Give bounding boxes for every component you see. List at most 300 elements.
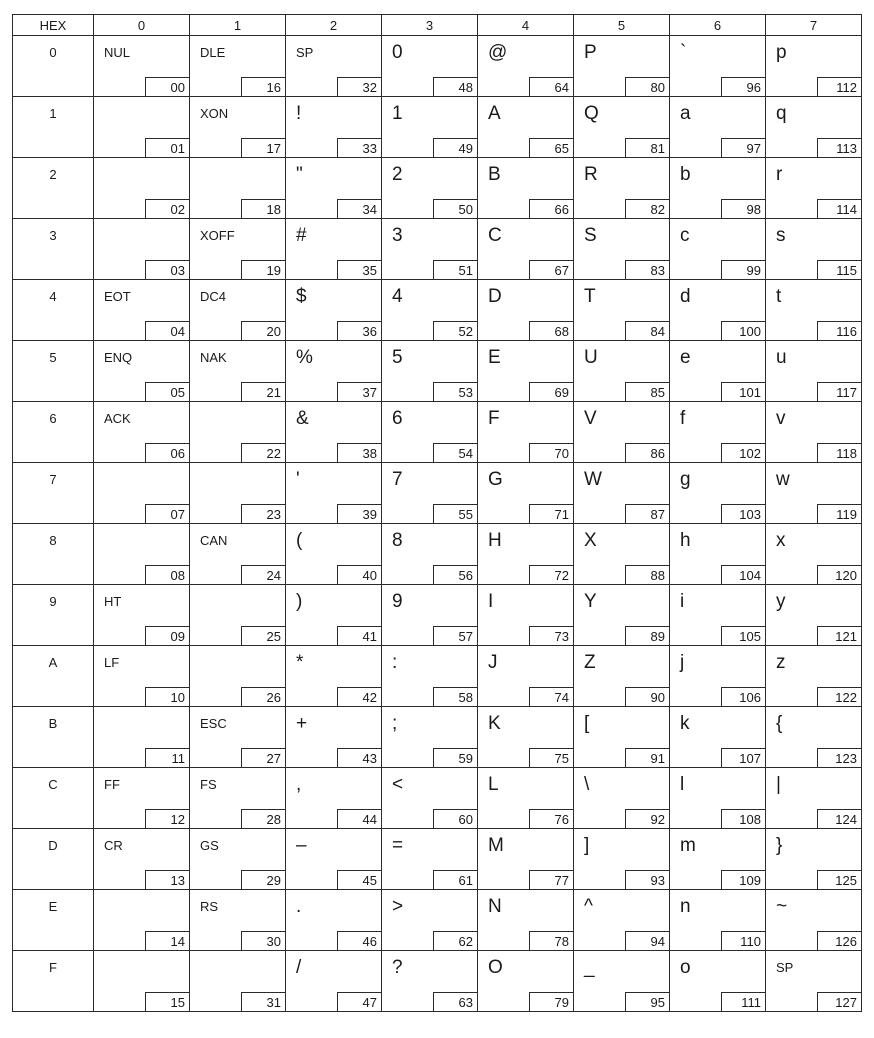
code-cell — [382, 951, 478, 1012]
character-label: f — [680, 408, 686, 429]
character-label: < — [392, 774, 404, 795]
decimal-value: 56 — [433, 565, 477, 584]
character-label: ? — [392, 957, 403, 978]
row-hex-header — [13, 97, 94, 158]
decimal-value: 15 — [145, 992, 189, 1011]
decimal-value: 10 — [145, 687, 189, 706]
row-hex-label: 7 — [49, 472, 57, 487]
code-cell — [574, 768, 670, 829]
character-label: L — [488, 774, 499, 795]
code-cell — [670, 341, 766, 402]
decimal-value: 126 — [817, 931, 861, 950]
code-cell — [94, 707, 190, 768]
character-label: E — [488, 347, 501, 368]
row-hex-header — [13, 890, 94, 951]
code-cell — [382, 463, 478, 524]
code-cell — [670, 646, 766, 707]
decimal-value: 90 — [625, 687, 669, 706]
code-cell — [574, 890, 670, 951]
character-label: 6 — [392, 408, 403, 429]
decimal-value: 113 — [817, 138, 861, 157]
character-label: g — [680, 469, 691, 490]
decimal-value: 59 — [433, 748, 477, 767]
decimal-value: 100 — [721, 321, 765, 340]
decimal-value: 30 — [241, 931, 285, 950]
character-label: j — [680, 652, 685, 673]
character-label: Z — [584, 652, 596, 673]
character-label: B — [488, 164, 501, 185]
character-label: SP — [296, 45, 314, 60]
character-label: + — [296, 713, 308, 734]
decimal-value: 114 — [817, 199, 861, 218]
character-label: [ — [584, 713, 590, 734]
character-label: 2 — [392, 164, 403, 185]
row-hex-label: 1 — [49, 106, 57, 121]
code-cell — [766, 158, 862, 219]
row-hex-label: A — [48, 655, 58, 670]
character-label: | — [776, 774, 781, 795]
character-label: D — [488, 286, 502, 307]
code-cell — [382, 646, 478, 707]
decimal-value: 68 — [529, 321, 573, 340]
decimal-value: 116 — [817, 321, 861, 340]
character-label: d — [680, 286, 691, 307]
decimal-value: 73 — [529, 626, 573, 645]
decimal-value: 108 — [721, 809, 765, 828]
row-hex-label: 5 — [49, 350, 57, 365]
row-hex-label: D — [48, 838, 58, 853]
code-cell — [286, 890, 382, 951]
code-cell — [478, 97, 574, 158]
header-row — [13, 15, 862, 36]
code-cell — [190, 768, 286, 829]
decimal-value: 13 — [145, 870, 189, 889]
code-cell — [94, 951, 190, 1012]
row-hex-label: 2 — [49, 167, 57, 182]
character-label: 3 — [392, 225, 403, 246]
character-label: & — [296, 408, 309, 429]
character-label: 8 — [392, 530, 403, 551]
decimal-value: 34 — [337, 199, 381, 218]
decimal-value: 04 — [145, 321, 189, 340]
decimal-value: 06 — [145, 443, 189, 462]
table-row — [13, 890, 862, 951]
row-hex-header — [13, 524, 94, 585]
code-cell — [190, 585, 286, 646]
code-cell — [190, 829, 286, 890]
decimal-value: 54 — [433, 443, 477, 462]
character-label: u — [776, 347, 787, 368]
decimal-value: 104 — [721, 565, 765, 584]
code-cell — [574, 158, 670, 219]
code-cell — [190, 219, 286, 280]
column-header: 6 — [670, 15, 766, 36]
character-label: p — [776, 42, 787, 63]
column-header: 4 — [478, 15, 574, 36]
code-cell — [670, 707, 766, 768]
table-row — [13, 951, 862, 1012]
character-label: a — [680, 103, 691, 124]
code-cell — [286, 158, 382, 219]
code-cell — [478, 951, 574, 1012]
character-label: = — [392, 835, 404, 856]
decimal-value: 65 — [529, 138, 573, 157]
character-label: P — [584, 42, 597, 63]
character-label: 0 — [392, 42, 403, 63]
code-cell — [286, 768, 382, 829]
code-cell — [382, 829, 478, 890]
decimal-value: 94 — [625, 931, 669, 950]
code-cell — [382, 524, 478, 585]
row-hex-header — [13, 36, 94, 97]
code-cell — [286, 951, 382, 1012]
decimal-value: 43 — [337, 748, 381, 767]
code-cell — [94, 524, 190, 585]
decimal-value: 78 — [529, 931, 573, 950]
decimal-value: 102 — [721, 443, 765, 462]
code-cell — [382, 158, 478, 219]
character-label: w — [776, 469, 790, 490]
character-label: x — [776, 530, 786, 551]
decimal-value: 49 — [433, 138, 477, 157]
code-cell — [766, 524, 862, 585]
decimal-value: 109 — [721, 870, 765, 889]
code-cell — [574, 585, 670, 646]
code-cell — [574, 646, 670, 707]
code-cell — [94, 36, 190, 97]
character-label: K — [488, 713, 501, 734]
column-header: 1 — [190, 15, 286, 36]
decimal-value: 01 — [145, 138, 189, 157]
code-cell — [94, 402, 190, 463]
code-cell — [670, 829, 766, 890]
code-cell — [190, 890, 286, 951]
code-cell — [190, 524, 286, 585]
character-label: h — [680, 530, 691, 551]
decimal-value: 48 — [433, 77, 477, 96]
character-label: XOFF — [200, 228, 235, 243]
code-cell — [766, 219, 862, 280]
decimal-value: 37 — [337, 382, 381, 401]
code-cell — [670, 280, 766, 341]
decimal-value: 60 — [433, 809, 477, 828]
character-label: 9 — [392, 591, 403, 612]
code-cell — [574, 463, 670, 524]
code-cell — [766, 463, 862, 524]
code-cell — [190, 36, 286, 97]
code-cell — [286, 402, 382, 463]
character-label: A — [488, 103, 501, 124]
code-cell — [478, 402, 574, 463]
code-cell — [574, 829, 670, 890]
decimal-value: 29 — [241, 870, 285, 889]
decimal-value: 85 — [625, 382, 669, 401]
decimal-value: 120 — [817, 565, 861, 584]
code-cell — [382, 768, 478, 829]
decimal-value: 40 — [337, 565, 381, 584]
decimal-value: 101 — [721, 382, 765, 401]
decimal-value: 02 — [145, 199, 189, 218]
decimal-value: 84 — [625, 321, 669, 340]
decimal-value: 72 — [529, 565, 573, 584]
code-cell — [766, 585, 862, 646]
code-cell — [766, 951, 862, 1012]
decimal-value: 05 — [145, 382, 189, 401]
decimal-value: 122 — [817, 687, 861, 706]
decimal-value: 74 — [529, 687, 573, 706]
row-hex-header — [13, 463, 94, 524]
column-header: 3 — [382, 15, 478, 36]
table-row — [13, 524, 862, 585]
decimal-value: 67 — [529, 260, 573, 279]
character-label: X — [584, 530, 597, 551]
decimal-value: 42 — [337, 687, 381, 706]
decimal-value: 118 — [817, 443, 861, 462]
code-cell — [286, 97, 382, 158]
decimal-value: 35 — [337, 260, 381, 279]
character-label: z — [776, 652, 786, 673]
table-row — [13, 646, 862, 707]
character-label: i — [680, 591, 685, 612]
decimal-value: 117 — [817, 382, 861, 401]
character-label: > — [392, 896, 404, 917]
character-label: \ — [584, 774, 590, 795]
code-cell — [94, 463, 190, 524]
table-row — [13, 36, 862, 97]
row-hex-label: F — [49, 960, 57, 975]
character-label: # — [296, 225, 307, 246]
character-label: r — [776, 164, 783, 185]
decimal-value: 27 — [241, 748, 285, 767]
table-row — [13, 768, 862, 829]
code-cell — [286, 36, 382, 97]
code-cell — [190, 158, 286, 219]
character-label: v — [776, 408, 786, 429]
character-label: S — [584, 225, 597, 246]
decimal-value: 33 — [337, 138, 381, 157]
code-cell — [94, 890, 190, 951]
decimal-value: 92 — [625, 809, 669, 828]
decimal-value: 19 — [241, 260, 285, 279]
character-label: ACK — [104, 411, 131, 426]
decimal-value: 83 — [625, 260, 669, 279]
character-label: e — [680, 347, 691, 368]
row-hex-label: C — [48, 777, 58, 792]
character-label: EOT — [104, 289, 131, 304]
decimal-value: 47 — [337, 992, 381, 1011]
decimal-value: 82 — [625, 199, 669, 218]
decimal-value: 12 — [145, 809, 189, 828]
character-label: c — [680, 225, 690, 246]
decimal-value: 61 — [433, 870, 477, 889]
code-cell — [382, 585, 478, 646]
decimal-value: 46 — [337, 931, 381, 950]
decimal-value: 51 — [433, 260, 477, 279]
character-label: ) — [296, 591, 303, 612]
character-label: LF — [104, 655, 120, 670]
decimal-value: 08 — [145, 565, 189, 584]
character-label: C — [488, 225, 502, 246]
character-label: FS — [200, 777, 217, 792]
code-cell — [574, 707, 670, 768]
code-cell — [574, 97, 670, 158]
table-row — [13, 829, 862, 890]
character-label: O — [488, 957, 503, 978]
character-label: : — [392, 652, 398, 673]
code-cell — [286, 829, 382, 890]
decimal-value: 79 — [529, 992, 573, 1011]
character-label: T — [584, 286, 596, 307]
decimal-value: 76 — [529, 809, 573, 828]
code-cell — [286, 219, 382, 280]
code-cell — [382, 219, 478, 280]
hex-corner-header: HEX — [13, 15, 94, 36]
code-cell — [478, 463, 574, 524]
decimal-value: 110 — [721, 931, 765, 950]
code-cell — [190, 97, 286, 158]
character-label: R — [584, 164, 598, 185]
decimal-value: 70 — [529, 443, 573, 462]
code-cell — [670, 36, 766, 97]
decimal-value: 99 — [721, 260, 765, 279]
character-label: b — [680, 164, 691, 185]
decimal-value: 115 — [817, 260, 861, 279]
character-label: ; — [392, 713, 398, 734]
code-cell — [670, 463, 766, 524]
code-cell — [286, 341, 382, 402]
character-label: ] — [584, 835, 590, 856]
row-hex-label: 6 — [49, 411, 57, 426]
decimal-value: 95 — [625, 992, 669, 1011]
character-label: { — [776, 713, 783, 734]
decimal-value: 66 — [529, 199, 573, 218]
decimal-value: 23 — [241, 504, 285, 523]
character-label: 5 — [392, 347, 403, 368]
decimal-value: 77 — [529, 870, 573, 889]
character-label: DLE — [200, 45, 226, 60]
code-cell — [382, 280, 478, 341]
character-label: Y — [584, 591, 597, 612]
decimal-value: 18 — [241, 199, 285, 218]
character-label: NUL — [104, 45, 131, 60]
decimal-value: 50 — [433, 199, 477, 218]
decimal-value: 21 — [241, 382, 285, 401]
decimal-value: 16 — [241, 77, 285, 96]
decimal-value: 107 — [721, 748, 765, 767]
code-cell — [382, 402, 478, 463]
decimal-value: 119 — [817, 504, 861, 523]
decimal-value: 81 — [625, 138, 669, 157]
code-cell — [766, 36, 862, 97]
code-cell — [94, 219, 190, 280]
character-label: 4 — [392, 286, 403, 307]
character-label: q — [776, 103, 787, 124]
decimal-value: 93 — [625, 870, 669, 889]
code-cell — [670, 219, 766, 280]
table-row — [13, 463, 862, 524]
table-row — [13, 97, 862, 158]
character-label: m — [680, 835, 696, 856]
character-label: t — [776, 286, 782, 307]
code-cell — [766, 402, 862, 463]
code-cell — [574, 280, 670, 341]
character-label: CR — [104, 838, 123, 853]
table-row — [13, 280, 862, 341]
code-cell — [670, 158, 766, 219]
character-label: } — [776, 835, 783, 856]
decimal-value: 28 — [241, 809, 285, 828]
decimal-value: 55 — [433, 504, 477, 523]
code-cell — [190, 341, 286, 402]
decimal-value: 44 — [337, 809, 381, 828]
character-label: Q — [584, 103, 599, 124]
code-cell — [670, 524, 766, 585]
decimal-value: 31 — [241, 992, 285, 1011]
code-cell — [190, 707, 286, 768]
character-label: M — [488, 835, 504, 856]
code-cell — [478, 36, 574, 97]
row-hex-header — [13, 951, 94, 1012]
character-label: $ — [296, 286, 307, 307]
decimal-value: 36 — [337, 321, 381, 340]
character-label: l — [680, 774, 685, 795]
code-cell — [190, 280, 286, 341]
decimal-value: 63 — [433, 992, 477, 1011]
decimal-value: 62 — [433, 931, 477, 950]
table-row — [13, 707, 862, 768]
character-label: . — [296, 896, 302, 917]
row-hex-header — [13, 341, 94, 402]
code-cell — [190, 463, 286, 524]
decimal-value: 22 — [241, 443, 285, 462]
code-cell — [286, 585, 382, 646]
code-cell — [766, 646, 862, 707]
column-header: 7 — [766, 15, 862, 36]
decimal-value: 69 — [529, 382, 573, 401]
code-cell — [94, 585, 190, 646]
character-label: * — [296, 652, 304, 673]
row-hex-header — [13, 829, 94, 890]
code-cell — [766, 280, 862, 341]
row-hex-label: E — [48, 899, 58, 914]
code-cell — [94, 280, 190, 341]
character-label: _ — [584, 957, 595, 978]
character-label: SP — [776, 960, 794, 975]
column-header: 2 — [286, 15, 382, 36]
decimal-value: 106 — [721, 687, 765, 706]
decimal-value: 105 — [721, 626, 765, 645]
decimal-value: 111 — [721, 992, 765, 1011]
table-row — [13, 219, 862, 280]
decimal-value: 11 — [145, 748, 189, 767]
decimal-value: 09 — [145, 626, 189, 645]
character-label: ` — [680, 42, 687, 63]
code-cell — [766, 97, 862, 158]
character-label: n — [680, 896, 691, 917]
decimal-value: 96 — [721, 77, 765, 96]
code-cell — [574, 341, 670, 402]
decimal-value: 127 — [817, 992, 861, 1011]
code-cell — [670, 402, 766, 463]
decimal-value: 58 — [433, 687, 477, 706]
table-row — [13, 402, 862, 463]
character-label: DC4 — [200, 289, 227, 304]
code-cell — [766, 829, 862, 890]
code-cell — [670, 951, 766, 1012]
decimal-value: 41 — [337, 626, 381, 645]
decimal-value: 38 — [337, 443, 381, 462]
character-label: 1 — [392, 103, 403, 124]
